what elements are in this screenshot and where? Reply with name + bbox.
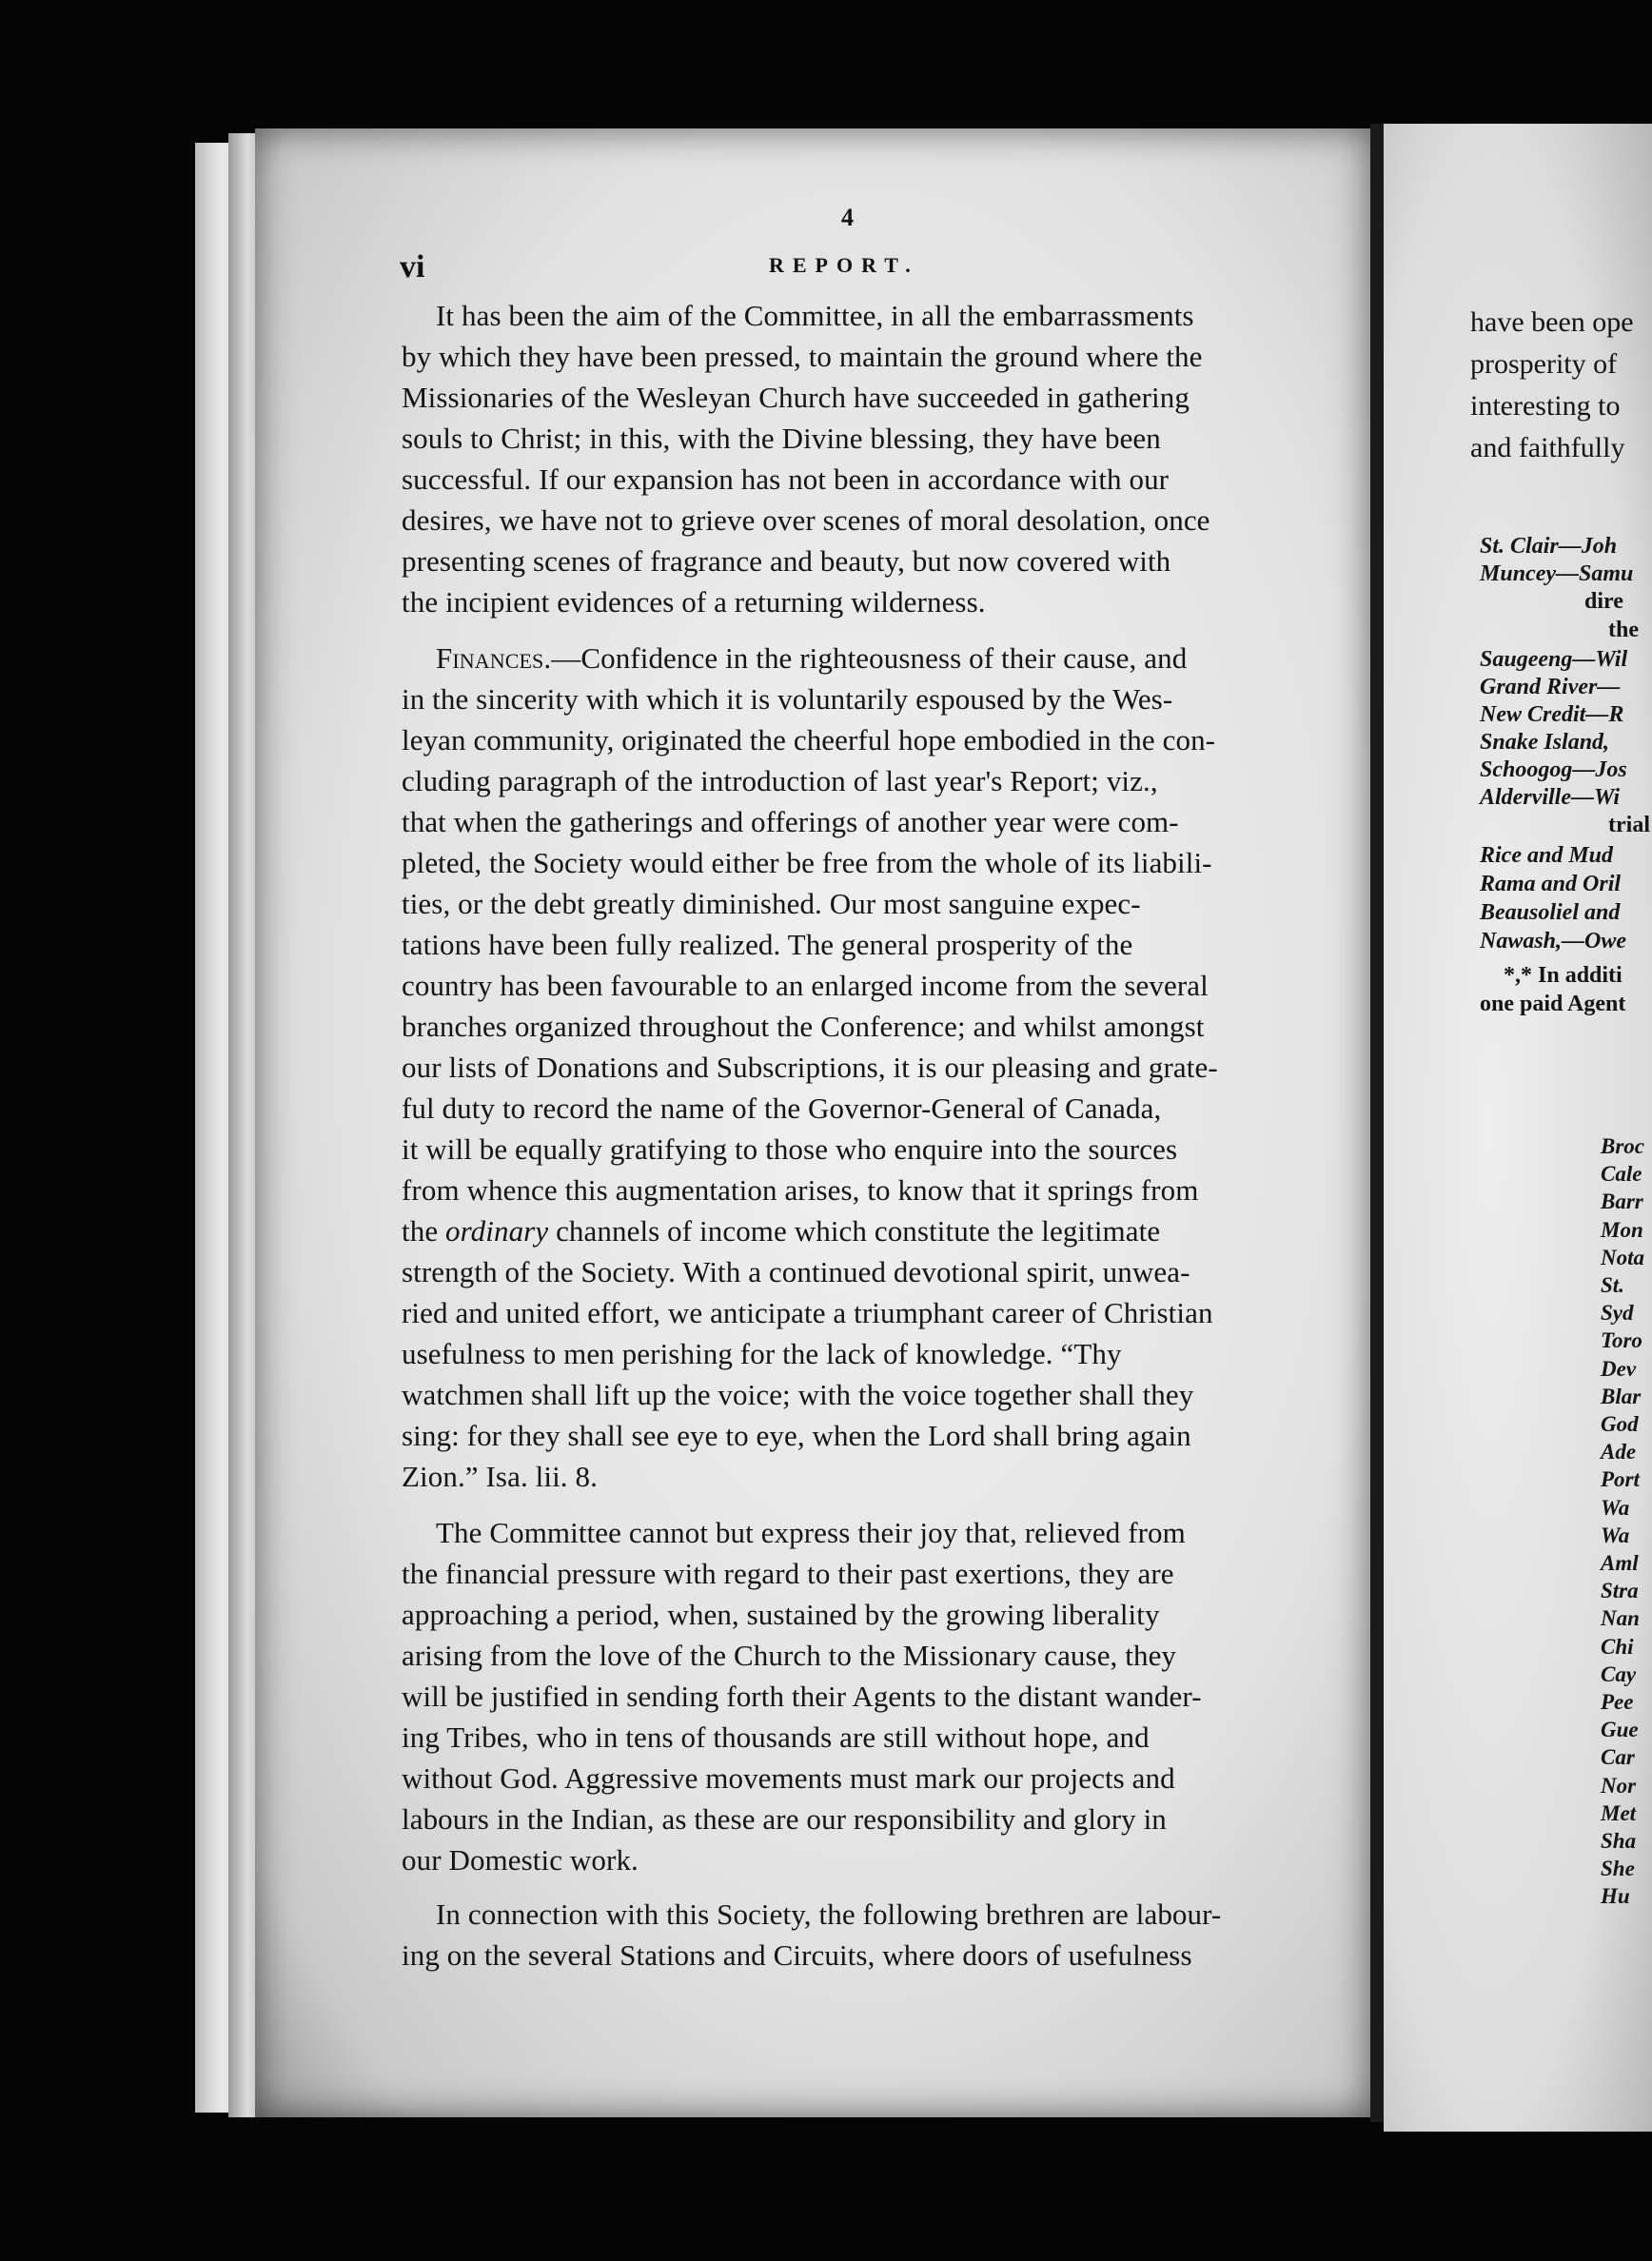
- circuit-entry: Sha: [1601, 1829, 1637, 1853]
- circuit-entry: Chi: [1601, 1634, 1634, 1659]
- station-entry: Rice and Mud: [1480, 843, 1614, 868]
- running-title: REPORT.: [769, 253, 919, 277]
- station-entry: Muncey—Samu: [1480, 561, 1634, 586]
- circuit-entry: Dev: [1601, 1356, 1637, 1381]
- circuit-entry: Pee: [1601, 1690, 1634, 1714]
- text-line: from whence this augmentation arises, to know that it springs from: [402, 1173, 1199, 1207]
- text-line: by which they have been pressed, to maintain the ground where the: [402, 340, 1203, 373]
- circuit-entry: Wa: [1601, 1495, 1630, 1520]
- circuit-entry: Nor: [1601, 1773, 1637, 1798]
- circuit-entry: Blar: [1601, 1384, 1642, 1408]
- text-line: ful duty to record the name of the Governor-General of Canada,: [402, 1091, 1162, 1125]
- station-entry: trial: [1608, 813, 1650, 837]
- station-entry: Alderville—Wi: [1480, 785, 1621, 810]
- station-entry: dire: [1584, 589, 1623, 614]
- text-line: sing: for they shall see eye to eye, when the Lord shall bring again: [402, 1419, 1191, 1452]
- circuit-entry: St.: [1601, 1273, 1624, 1297]
- station-entry: Saugeeng—Wil: [1480, 647, 1628, 672]
- station-entry: Grand River—: [1480, 675, 1621, 699]
- footnote-line: *,* In additi: [1504, 963, 1622, 988]
- text-line: prosperity of: [1470, 348, 1618, 380]
- text-line: strength of the Society. With a continued devotional spirit, unwea-: [402, 1255, 1190, 1288]
- circuit-entry: Hu: [1601, 1884, 1630, 1909]
- text-line: The Committee cannot but express their joy that, relieved from: [436, 1516, 1186, 1549]
- station-entry: Beausoliel and: [1480, 900, 1621, 925]
- text-line: approaching a period, when, sustained by the growing liberality: [402, 1598, 1160, 1631]
- circuit-entry: Broc: [1601, 1134, 1644, 1158]
- circuit-entry: God: [1601, 1412, 1639, 1436]
- section-heading-finances: Finances.: [436, 641, 552, 675]
- text-line: our lists of Donations and Subscriptions, it is our pleasing and grate-: [402, 1051, 1218, 1084]
- circuit-entry: Port: [1601, 1467, 1640, 1492]
- circuit-entry: Aml: [1601, 1551, 1639, 1575]
- circuit-entry: Toro: [1601, 1328, 1642, 1353]
- text-line: labours in the Indian, as these are our responsibility and glory in: [402, 1802, 1167, 1836]
- station-entry: Snake Island,: [1480, 730, 1610, 755]
- text-line: Finances.—Confidence in the righteousness of their cause, and: [436, 641, 1188, 675]
- text-line: the financial pressure with regard to their past exertions, they are: [402, 1557, 1174, 1590]
- text-line: In connection with this Society, the following brethren are labour-: [436, 1897, 1222, 1931]
- circuit-entry: Gue: [1601, 1718, 1639, 1742]
- circuit-entry: Stra: [1601, 1579, 1639, 1603]
- text-line: that when the gatherings and offerings of another year were com-: [402, 805, 1179, 838]
- printer-mark: 4: [841, 204, 854, 231]
- circuit-entry: Met: [1601, 1800, 1637, 1825]
- text-line: country has been favourable to an enlarged income from the several: [402, 969, 1209, 1002]
- page-number: vi: [400, 249, 425, 285]
- circuit-entry: Cale: [1601, 1162, 1642, 1187]
- text-line: usefulness to men perishing for the lack of knowledge. “Thy: [402, 1337, 1122, 1370]
- text-line: the incipient evidences of a returning wilderness.: [402, 585, 986, 619]
- text-line: it will be equally gratifying to those who enquire into the sources: [402, 1132, 1178, 1166]
- station-entry: New Credit—R: [1480, 702, 1624, 727]
- text-line: It has been the aim of the Committee, in all the embarrassments: [436, 299, 1194, 332]
- circuit-entry: Syd: [1601, 1301, 1634, 1326]
- text-line: our Domestic work.: [402, 1843, 639, 1877]
- station-entry: the: [1608, 618, 1639, 642]
- station-entry: Nawash,—Owe: [1480, 929, 1627, 954]
- text-line: pleted, the Society would either be free from the whole of its liabili-: [402, 846, 1212, 879]
- text-line: in the sincerity with which it is voluntarily espoused by the Wes-: [402, 682, 1173, 716]
- text-line: branches organized throughout the Conference; and whilst amongst: [402, 1010, 1205, 1043]
- circuit-entry: Ade: [1601, 1440, 1637, 1465]
- text-line: souls to Christ; in this, with the Divine blessing, they have been: [402, 422, 1161, 455]
- text-line: Missionaries of the Wesleyan Church have succeeded in gathering: [402, 381, 1190, 414]
- text-line: interesting to: [1470, 390, 1621, 422]
- circuit-entry: Nota: [1601, 1245, 1644, 1269]
- text-line: ing Tribes, who in tens of thousands are still without hope, and: [402, 1720, 1150, 1754]
- text-line: successful. If our expansion has not been in accordance with our: [402, 462, 1170, 496]
- text-line: the ordinary channels of income which constitute the legitimate: [402, 1214, 1161, 1248]
- station-entry: St. Clair—Joh: [1480, 534, 1618, 559]
- text-line: arising from the love of the Church to the Missionary cause, they: [402, 1639, 1177, 1672]
- text-line: have been ope: [1470, 306, 1634, 338]
- circuit-entry: Mon: [1601, 1217, 1643, 1242]
- circuit-entry: Barr: [1601, 1189, 1643, 1214]
- text-line: Zion.” Isa. lii. 8.: [402, 1460, 598, 1493]
- text-line: desires, we have not to grieve over scenes of moral desolation, once: [402, 503, 1210, 537]
- circuit-entry: Wa: [1601, 1523, 1630, 1547]
- text-line: and faithfully: [1470, 432, 1625, 463]
- text-line: tations have been fully realized. The general prosperity of the: [402, 928, 1133, 961]
- text-line: ried and united effort, we anticipate a triumphant career of Christian: [402, 1296, 1213, 1329]
- emphasis-ordinary: ordinary: [445, 1214, 549, 1248]
- footnote-line: one paid Agent: [1480, 992, 1626, 1016]
- circuit-entry: Cay: [1601, 1661, 1637, 1686]
- station-entry: Rama and Oril: [1480, 872, 1622, 896]
- circuit-entry: Nan: [1601, 1606, 1640, 1631]
- text-line: without God. Aggressive movements must mark our projects and: [402, 1761, 1175, 1795]
- text-line: ing on the several Stations and Circuits, where doors of usefulness: [402, 1938, 1192, 1972]
- text-line: leyan community, originated the cheerful hope embodied in the con-: [402, 723, 1216, 757]
- text-line: watchmen shall lift up the voice; with the voice together shall they: [402, 1378, 1194, 1411]
- text-line: cluding paragraph of the introduction of last year's Report; viz.,: [402, 764, 1158, 797]
- circuit-entry: Car: [1601, 1745, 1635, 1770]
- station-entry: Schoogog—Jos: [1480, 757, 1627, 782]
- book-gutter: [1370, 124, 1384, 2122]
- text-line: will be justified in sending forth their Agents to the distant wander-: [402, 1680, 1202, 1713]
- text-line: ties, or the debt greatly diminished. Our most sanguine expec-: [402, 887, 1141, 920]
- circuit-entry: She: [1601, 1857, 1635, 1881]
- text-line: presenting scenes of fragrance and beauty, but now covered with: [402, 544, 1171, 578]
